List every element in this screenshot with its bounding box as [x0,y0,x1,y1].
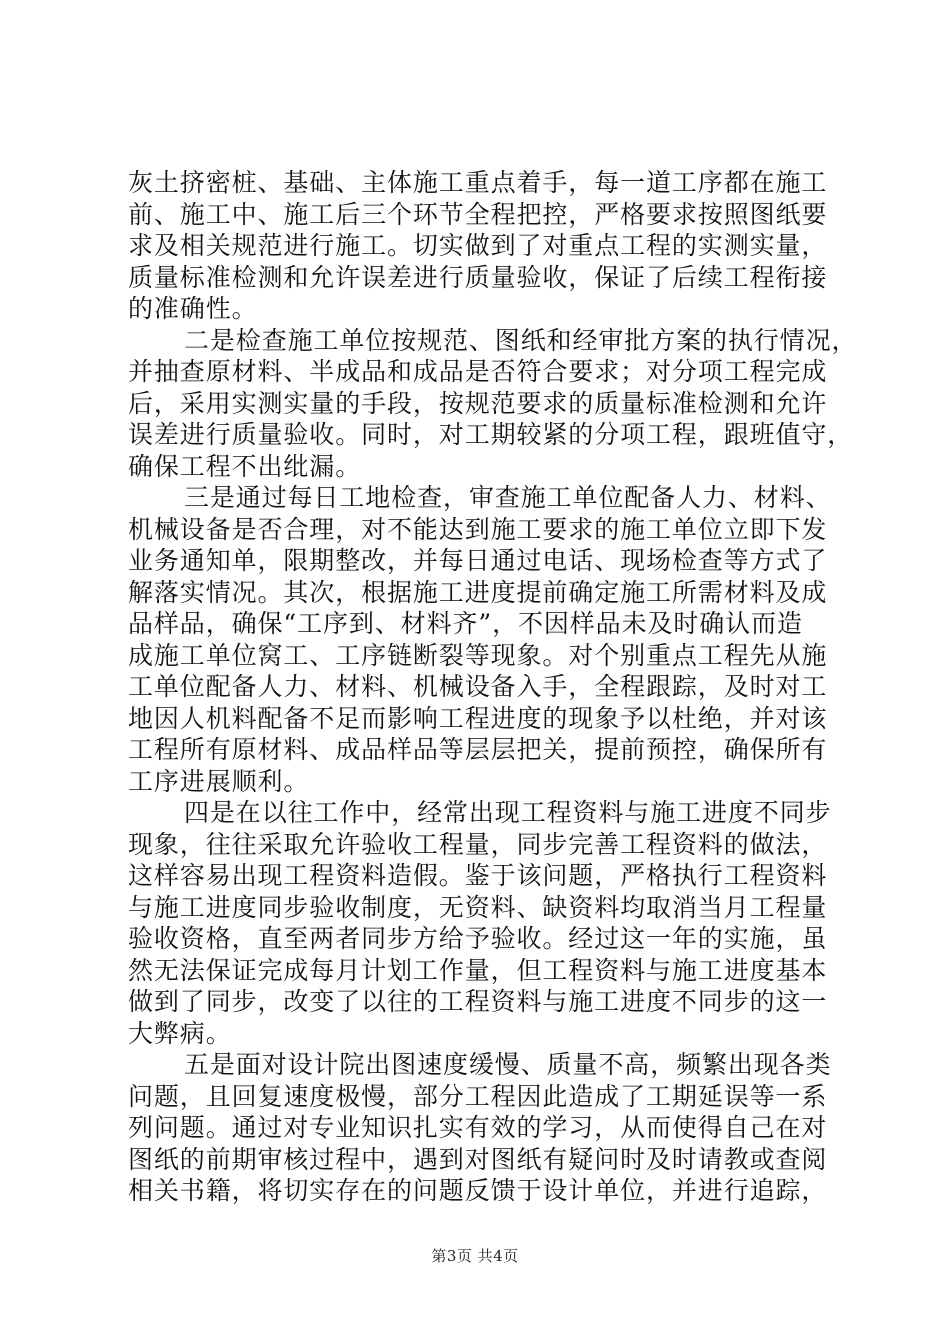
text-line: 相关书籍，将切实存在的问题反馈于设计单位，并进行追踪， [128,1176,828,1205]
text-line: 后，采用实测实量的手段，按规范要求的质量标准检测和允许 [128,388,828,418]
text-line: 并抽查原材料、半成品和成品是否符合要求；对分项工程完成 [128,357,828,386]
text-line: 列问题。通过对专业知识扎实有效的学习，从而使得自己在对 [128,1113,828,1142]
text-line: 做到了同步，改变了以往的工程资料与施工进度不同步的这一 [128,987,828,1016]
page-footer: 第3页 共4页 [431,1247,519,1265]
text-line: 大弊病。 [128,1018,232,1048]
text-line: 品样品，确保“工序到、材料齐”，不因样品未及时确认而造 [128,609,803,638]
text-line: 工序进展顺利。 [128,766,310,796]
text-line: 的准确性。 [128,294,258,323]
document-body [128,167,858,1207]
text-line: 五是面对设计院出图速度缓慢、质量不高，频繁出现各类 [184,1050,832,1079]
text-line: 工单位配备人力、材料、机械设备入手，全程跟踪，及时对工 [128,672,828,701]
text-line: 误差进行质量验收。同时，对工期较紧的分项工程，跟班值守， [128,420,854,449]
text-line: 求及相关规范进行施工。切实做到了对重点工程的实测实量， [128,231,828,260]
text-line: 工程所有原材料、成品样品等层层把关，提前预控，确保所有 [128,735,828,764]
text-line: 业务通知单，限期整改，并每日通过电话、现场检查等方式了 [128,546,828,575]
text-line: 前、施工中、施工后三个环节全程把控，严格要求按照图纸要 [128,199,828,229]
text-line: 解落实情况。其次，根据施工进度提前确定施工所需材料及成 [128,577,828,607]
text-line: 图纸的前期审核过程中，遇到对图纸有疑问时及时请教或查阅 [128,1144,828,1174]
text-line: 与施工进度同步验收制度，无资料、缺资料均取消当月工程量 [128,892,828,922]
text-line: 然无法保证完成每月计划工作量，但工程资料与施工进度基本 [128,955,828,985]
text-line: 验收资格，直至两者同步方给予验收。经过这一年的实施，虽 [128,924,828,953]
text-line: 灰土挤密桩、基础、主体施工重点着手，每一道工序都在施工 [128,168,828,197]
text-line: 现象，往往采取允许验收工程量，同步完善工程资料的做法， [128,829,828,859]
text-line: 问题，且回复速度极慢，部分工程因此造成了工期延误等一系 [128,1081,828,1111]
text-line: 四是在以往工作中，经常出现工程资料与施工进度不同步 [184,798,832,827]
text-line: 地因人机料配备不足而影响工程进度的现象予以杜绝，并对该 [128,703,828,733]
text-line: 确保工程不出纰漏。 [128,451,362,481]
text-line: 这样容易出现工程资料造假。鉴于该问题，严格执行工程资料 [128,861,828,890]
text-line: 质量标准检测和允许误差进行质量验收，保证了后续工程衔接 [128,262,828,292]
text-line: 机械设备是否合理，对不能达到施工要求的施工单位立即下发 [128,514,828,544]
text-line: 三是通过每日工地检查，审查施工单位配备人力、材料、 [184,483,832,512]
text-line: 二是检查施工单位按规范、图纸和经审批方案的执行情况， [184,325,858,355]
text-line: 成施工单位窝工、工序链断裂等现象。对个别重点工程先从施 [128,640,828,670]
